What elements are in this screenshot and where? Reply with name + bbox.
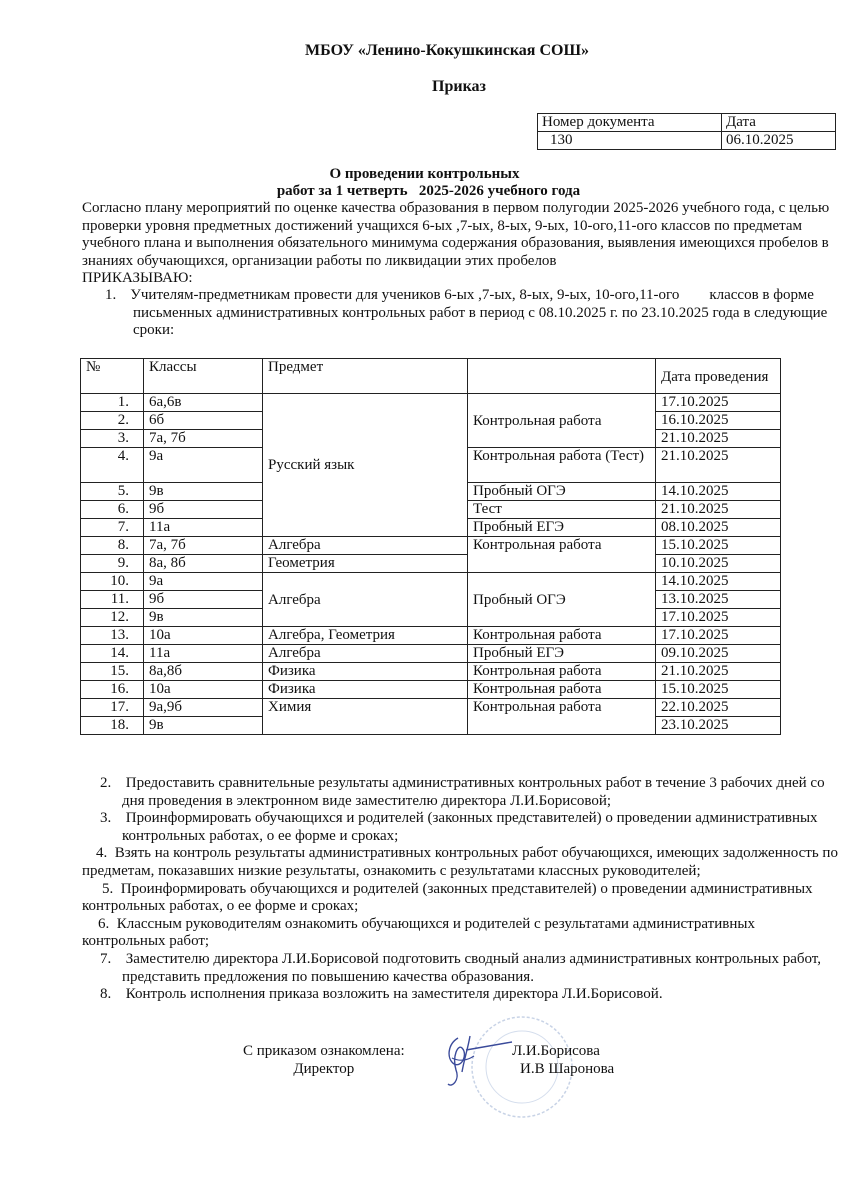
order-item-1 [105, 287, 845, 340]
organization-name: МБОУ «Ленино-Кокушкинская СОШ» [305, 42, 590, 59]
order-item-text: Классным руководителям ознакомить обучающихся и родителей с результатами административных контрольных работ; [82, 915, 755, 950]
row-classes: 9б [144, 501, 263, 519]
row-date: 22.10.2025 [656, 699, 781, 717]
order-item-text: Учителям-предметникам провести для учеников 6-ых ,7-ых, 8-ых, 9-ых, 10-ого,11-ого классов в форме письменных административных контрольных работ в период с 08.10.2025 г. по 23.10.2025 года в следующие сроки: [130, 287, 832, 338]
row-subject: Алгебра [263, 573, 468, 627]
row-date: 21.10.2025 [656, 663, 781, 681]
row-num: 10. [81, 573, 144, 591]
row-date: 17.10.2025 [656, 394, 781, 412]
intro-paragraph: Согласно плану мероприятий по оценке качества образования в первом полугодии 2025-2026 учебного года, с целью проверки уровня предметных достижений учащихся 6-ых ,7-ых, 8-ых, 9-ых, 10-ого,11-ого классов по предметам учебного плана и выполнения обязательного минимума содержания образования, выявления имеющихся пробелов в знаниях обучающихся, организации работы по ликвидации этих пробелов [82, 200, 830, 269]
row-subject: Русский язык [263, 394, 468, 537]
row-date: 13.10.2025 [656, 591, 781, 609]
row-classes: 9а,9б [144, 699, 263, 717]
header-num: № [81, 359, 144, 394]
row-classes: 7а, 7б [144, 537, 263, 555]
row-classes: 10а [144, 627, 263, 645]
row-date: 23.10.2025 [656, 717, 781, 735]
header-classes: Классы [144, 359, 263, 394]
acknowledged-name: Л.И.Борисова [512, 1043, 600, 1059]
order-item-8 [60, 986, 840, 1004]
row-type: Контрольная работа [468, 663, 656, 681]
row-date: 17.10.2025 [656, 627, 781, 645]
row-num: 4. [81, 448, 144, 483]
row-subject: Алгебра, Геометрия [263, 627, 468, 645]
row-type: Пробный ОГЭ [468, 483, 656, 501]
row-type: Контрольная работа [468, 699, 656, 735]
table-row [81, 681, 781, 699]
order-item-4 [60, 845, 840, 880]
row-num: 9. [81, 555, 144, 573]
row-classes: 9б [144, 591, 263, 609]
order-item-text: Контроль исполнения приказа возложить на заместителя директора Л.И.Борисовой. [125, 986, 663, 1003]
order-item-5 [60, 881, 840, 916]
order-item-text: Проинформировать обучающихся и родителей (законных представителей) о проведении административных контрольных работах, о ее форме и сроках; [122, 810, 818, 844]
row-classes: 9а [144, 573, 263, 591]
doc-date-label: Дата [722, 114, 836, 132]
order-item-number: 1. [105, 287, 117, 303]
subject-line-2: работ за 1 четверть 2025-2026 учебного года [276, 183, 581, 199]
row-date: 14.10.2025 [656, 483, 781, 501]
row-subject: Геометрия [263, 555, 468, 573]
row-classes: 6б [144, 412, 263, 430]
doc-number-value: 130 [538, 132, 722, 150]
row-type: Пробный ОГЭ [468, 573, 656, 627]
row-classes: 11а [144, 519, 263, 537]
row-subject: Алгебра [263, 645, 468, 663]
table-row [81, 394, 781, 412]
row-num: 2. [81, 412, 144, 430]
row-subject: Физика [263, 681, 468, 699]
row-classes: 9в [144, 717, 263, 735]
order-item-number: 7. [100, 950, 112, 967]
row-type: Пробный ЕГЭ [468, 519, 656, 537]
row-classes: 9а [144, 448, 263, 483]
row-classes: 10а [144, 681, 263, 699]
order-word: ПРИКАЗЫВАЮ: [82, 270, 193, 286]
row-type: Контрольная работа [468, 394, 656, 448]
row-date: 17.10.2025 [656, 609, 781, 627]
row-date: 21.10.2025 [656, 448, 781, 483]
row-type: Контрольная работа [468, 537, 656, 573]
director-label: Директор [293, 1061, 355, 1077]
order-item-text: Взять на контроль результаты административных контрольных работ обучающихся, имеющих задолженность по предметам, показавших низкие результаты, ознакомить с результатами классных руководителей; [82, 845, 838, 879]
row-num: 16. [81, 681, 144, 699]
order-item-7 [60, 951, 840, 986]
row-date: 08.10.2025 [656, 519, 781, 537]
table-row [81, 663, 781, 681]
row-type: Пробный ЕГЭ [468, 645, 656, 663]
order-item-2 [60, 775, 840, 810]
header-type [468, 359, 656, 394]
row-classes: 11а [144, 645, 263, 663]
table-row [81, 537, 781, 555]
row-num: 17. [81, 699, 144, 717]
row-num: 13. [81, 627, 144, 645]
document-meta-table [537, 113, 836, 150]
row-type: Контрольная работа [468, 627, 656, 645]
row-date: 15.10.2025 [656, 681, 781, 699]
order-items-list [60, 775, 840, 1004]
row-subject: Алгебра [263, 537, 468, 555]
row-classes: 7а, 7б [144, 430, 263, 448]
row-classes: 9в [144, 483, 263, 501]
row-classes: 8а,8б [144, 663, 263, 681]
order-item-number: 8. [100, 986, 112, 1003]
order-item-text: Проинформировать обучающихся и родителей (законных представителей) о проведении административных контрольных работах, о ее форме и сроках; [82, 880, 813, 915]
row-date: 09.10.2025 [656, 645, 781, 663]
table-row [81, 627, 781, 645]
row-num: 7. [81, 519, 144, 537]
row-num: 5. [81, 483, 144, 501]
row-classes: 8а, 8б [144, 555, 263, 573]
row-num: 11. [81, 591, 144, 609]
acknowledged-label: С приказом ознакомлена: [243, 1043, 405, 1059]
row-num: 3. [81, 430, 144, 448]
row-num: 8. [81, 537, 144, 555]
row-type: Контрольная работа (Тест) [468, 448, 656, 483]
row-date: 21.10.2025 [656, 430, 781, 448]
order-item-6 [60, 916, 840, 951]
order-item-number: 2. [100, 775, 112, 791]
row-num: 15. [81, 663, 144, 681]
row-subject: Физика [263, 663, 468, 681]
signature-names [512, 1042, 614, 1078]
order-item-number: 4. [96, 845, 108, 862]
row-classes: 9в [144, 609, 263, 627]
doc-number-label: Номер документа [538, 114, 722, 132]
signature-labels [243, 1042, 405, 1078]
row-num: 18. [81, 717, 144, 735]
row-num: 1. [81, 394, 144, 412]
order-item-3 [60, 810, 840, 845]
director-name: И.В Шаронова [520, 1061, 615, 1077]
row-num: 14. [81, 645, 144, 663]
row-date: 16.10.2025 [656, 412, 781, 430]
header-date: Дата проведения [656, 359, 781, 394]
order-item-text: Заместителю директора Л.И.Борисовой подготовить сводный анализ административных контрольных работ, представить предложения по повышению качества образования. [122, 950, 821, 985]
table-row [81, 573, 781, 591]
row-date: 14.10.2025 [656, 573, 781, 591]
row-classes: 6а,6в [144, 394, 263, 412]
doc-date-value: 06.10.2025 [722, 132, 836, 150]
table-row [81, 699, 781, 717]
row-num: 12. [81, 609, 144, 627]
header-subject: Предмет [263, 359, 468, 394]
table-row [81, 555, 781, 573]
row-subject: Химия [263, 699, 468, 735]
row-date: 21.10.2025 [656, 501, 781, 519]
row-date: 10.10.2025 [656, 555, 781, 573]
table-row [81, 645, 781, 663]
document-type-title: Приказ [432, 78, 486, 95]
row-date: 15.10.2025 [656, 537, 781, 555]
subject-line-1: О проведении контрольных [329, 166, 520, 182]
schedule-table [80, 358, 781, 735]
order-item-number: 3. [100, 810, 112, 827]
order-item-text: Предоставить сравнительные результаты административных контрольных работ в течение 3 рабочих дней со дня проведения в электронном виде заместителю директора Л.И.Борисовой; [122, 775, 825, 809]
row-type: Тест [468, 501, 656, 519]
table-header-row [81, 359, 781, 394]
row-type: Контрольная работа [468, 681, 656, 699]
order-item-number: 6. [98, 915, 110, 932]
order-item-number: 5. [102, 880, 114, 897]
row-num: 6. [81, 501, 144, 519]
